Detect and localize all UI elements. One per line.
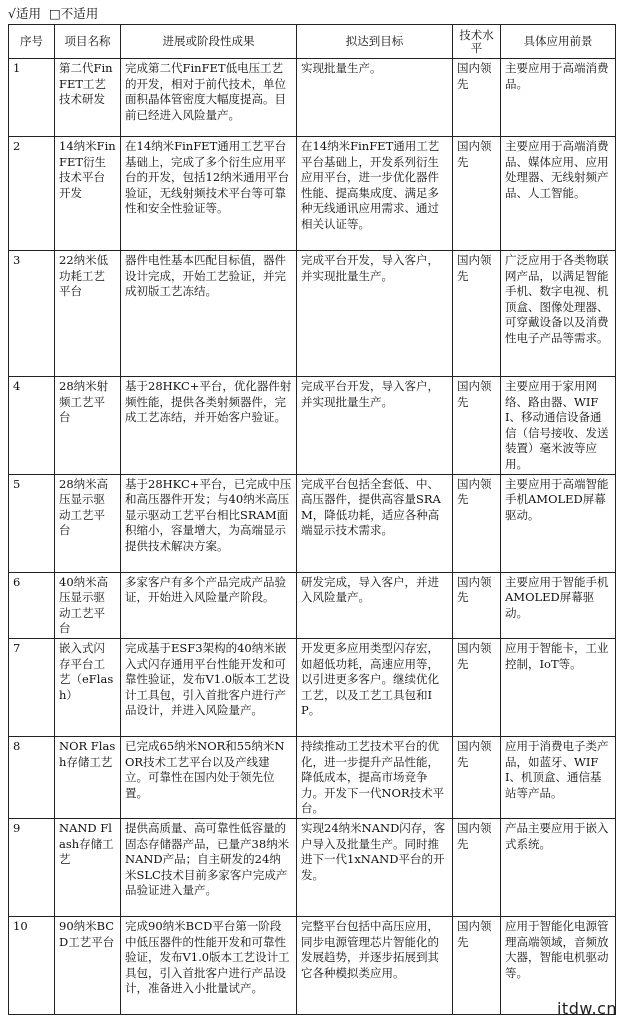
row-application: 应用于智能卡，工业控制，IoT等。: [501, 638, 616, 736]
row-tech-level: 国内领先: [453, 736, 501, 818]
header-application: 具体应用前景: [501, 25, 616, 59]
row-project-name: NOR Flash存储工艺: [55, 736, 121, 818]
row-progress: 完成90纳米BCD平台第一阶段中低压器件的性能开发和可靠性验证，发布V1.0版本工艺设计工具包，引入首批客户进行产品设计，准备进入小批量试产。: [121, 916, 297, 1014]
row-target: 实现24纳米NAND闪存，客户导入及批量生产。同时推进下一代1xNAND平台的开发。: [297, 818, 453, 916]
row-index: 8: [9, 736, 55, 818]
row-project-name: 28纳米射频工艺平台: [55, 377, 121, 475]
row-project-name: 嵌入式闪存平台工艺（eFlash）: [55, 638, 121, 736]
row-index: 4: [9, 377, 55, 475]
header-target: 拟达到目标: [297, 25, 453, 59]
row-tech-level: 国内领先: [453, 818, 501, 916]
row-project-name: 第二代FinFET工艺技术研发: [55, 59, 121, 137]
row-project-name: NAND Flash存储工艺: [55, 818, 121, 916]
row-target: 开发更多应用类型闪存宏，如超低功耗，高速应用等，以引进更多客户。继续优化工艺，以及工艺工具包和IP。: [297, 638, 453, 736]
header-tech-level: 技术水平: [453, 25, 501, 59]
row-project-name: 22纳米低功耗工艺平台: [55, 251, 121, 377]
row-tech-level: 国内领先: [453, 474, 501, 572]
row-tech-level: 国内领先: [453, 638, 501, 736]
row-target: 持续推动工艺技术平台的优化，进一步提升产品性能，降低成本，提高市场竞争力。开发下一代NOR技术平台。: [297, 736, 453, 818]
row-application: 主要应用于高端消费品。: [501, 59, 616, 137]
row-index: 5: [9, 474, 55, 572]
table-row: [9, 59, 616, 137]
header-progress: 进展或阶段性成果: [121, 25, 297, 59]
row-progress: 在14纳米FinFET通用工艺平台基础上，完成了多个衍生应用平台的开发，包括12纳米通用平台验证，无线射频技术平台等可靠性和安全性验证等。: [121, 137, 297, 251]
row-tech-level: 国内领先: [453, 572, 501, 638]
row-application: 主要应用于家用网络、路由器、WIFI、移动通信设备通信（信号接收、发送装置）毫米波等应用。: [501, 377, 616, 475]
row-progress: 基于28HKC+平台，优化器件射频性能，提供各类射频器件，完成工艺冻结，并开始客户验证。: [121, 377, 297, 475]
table-row: [9, 474, 616, 572]
row-index: 9: [9, 818, 55, 916]
row-progress: 已完成65纳米NOR和55纳米NOR技术工艺平台以及产线建立。可靠性在国内处于领先位置。: [121, 736, 297, 818]
row-index: 10: [9, 916, 55, 1014]
row-project-name: 28纳米高压显示驱动工艺平台: [55, 474, 121, 572]
row-application: 主要应用于智能手机AMOLED屏幕驱动。: [501, 572, 616, 638]
row-application: 广泛应用于各类物联网产品，以满足智能手机、数字电视、机顶盒、图像处理器、可穿戴设备以及消费性电子产品等需求。: [501, 251, 616, 377]
row-progress: 器件电性基本匹配目标值，器件设计完成，开始工艺验证，并完成初版工艺冻结。: [121, 251, 297, 377]
row-index: 6: [9, 572, 55, 638]
row-tech-level: 国内领先: [453, 251, 501, 377]
row-project-name: 40纳米高压显示驱动工艺平台: [55, 572, 121, 638]
table-row: [9, 377, 616, 475]
row-target: 在14纳米FinFET通用工艺平台基础上，开发系列衍生应用平台，进一步优化器件性能、提高集成度、满足多种无线通讯应用需求、通过相关认证等。: [297, 137, 453, 251]
row-application: 主要应用于高端智能手机AMOLED屏幕驱动。: [501, 474, 616, 572]
row-progress: 提供高质量、高可靠性低容量的固态存储器产品，已量产38纳米NAND产品；自主研发的24纳米SLC技术目前多家客户完成产品验证进入量产。: [121, 818, 297, 916]
row-tech-level: 国内领先: [453, 59, 501, 137]
applicability-line: [8, 6, 98, 22]
row-index: 1: [9, 59, 55, 137]
row-target: 研发完成，导入客户，并进入风险量产。: [297, 572, 453, 638]
table-row: [9, 638, 616, 736]
row-index: 2: [9, 137, 55, 251]
row-target: 完成平台开发，导入客户，并实现批量生产。: [297, 251, 453, 377]
header-project-name: 项目名称: [55, 25, 121, 59]
row-tech-level: 国内领先: [453, 377, 501, 475]
row-project-name: 14纳米FinFET衍生技术平台开发: [55, 137, 121, 251]
row-application: 产品主要应用于嵌入式系统。: [501, 818, 616, 916]
table-row: [9, 736, 616, 818]
row-tech-level: 国内领先: [453, 916, 501, 1014]
watermark-text: itdw.cn: [556, 999, 617, 1018]
row-tech-level: 国内领先: [453, 137, 501, 251]
table-row: [9, 916, 616, 1014]
header-index: 序号: [9, 25, 55, 59]
row-application: 应用于智能化电源管理高端领域，音频放大器，智能电机驱动等。: [501, 916, 616, 1014]
row-progress: 基于28HKC+平台，已完成中压和高压器件开发；与40纳米高压显示驱动工艺平台相比SRAM面积缩小，容量增大，为高端显示提供技术解决方案。: [121, 474, 297, 572]
table-row: [9, 251, 616, 377]
not-applicable-checkbox-label[interactable]: □不适用: [48, 6, 99, 21]
table-row: [9, 818, 616, 916]
table-row: [9, 572, 616, 638]
row-target: 完成平台包括全套低、中、高压器件，提供高容量SRAM，降低功耗，适应各种高端显示技术需求。: [297, 474, 453, 572]
row-progress: 完成基于ESF3架构的40纳米嵌入式闪存通用平台性能开发和可靠性验证，发布V1.0版本工艺设计工具包，引入首批客户进行产品设计，并进入风险量产。: [121, 638, 297, 736]
row-index: 7: [9, 638, 55, 736]
row-target: 完整平台包括中高压应用，同步电源管理芯片智能化的发展趋势，并逐步拓展到其它各种模拟类应用。: [297, 916, 453, 1014]
table-row: [9, 137, 616, 251]
row-target: 实现批量生产。: [297, 59, 453, 137]
applicable-checkbox-label[interactable]: √适用: [8, 6, 41, 21]
row-application: 主要应用于高端消费品、媒体应用、应用处理器、无线射频产品、人工智能。: [501, 137, 616, 251]
row-application: 应用于消费电子类产品，如蓝牙、WIFI、机顶盒、通信基站等产品。: [501, 736, 616, 818]
row-target: 完成平台开发，导入客户，并实现批量生产。: [297, 377, 453, 475]
row-progress: 多家客户有多个产品完成产品验证，开始进入风险量产阶段。: [121, 572, 297, 638]
row-progress: 完成第二代FinFET低电压工艺的开发，相对于前代技术，单位面积晶体管密度大幅度提高。目前已经进入风险量产。: [121, 59, 297, 137]
row-project-name: 90纳米BCD工艺平台: [55, 916, 121, 1014]
row-index: 3: [9, 251, 55, 377]
table-header-row: [9, 25, 616, 59]
rd-projects-table: [8, 24, 616, 1015]
